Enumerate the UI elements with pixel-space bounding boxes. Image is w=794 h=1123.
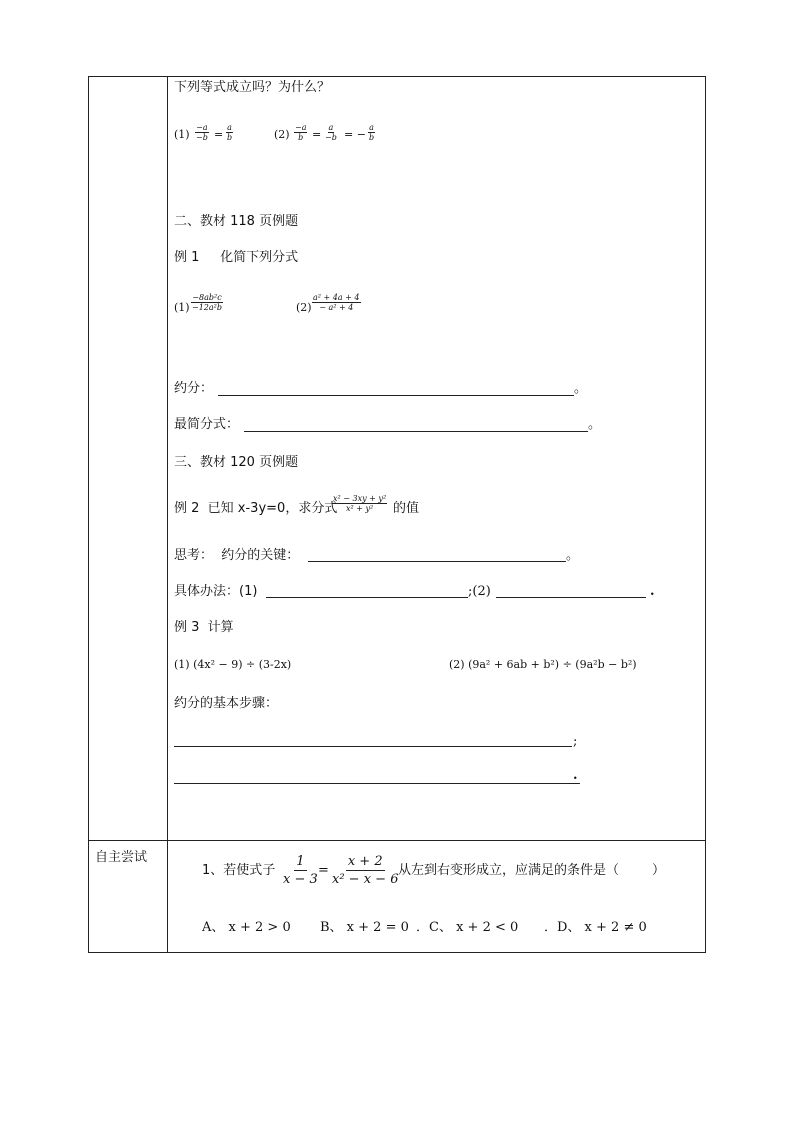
section3-title: 三、教材 120 页例题 xyxy=(174,455,299,470)
reduce-blank[interactable] xyxy=(218,395,574,396)
step-end-2: . xyxy=(573,768,578,783)
q1-p2-c-fraction: $\frac{a}{b}$ xyxy=(369,123,375,142)
q1-p2-eq2: = − xyxy=(344,128,366,141)
example3-title: 例 3 计算 xyxy=(174,620,234,635)
example2-text: 例 2 已知 x-3y=0，求分式 xyxy=(174,501,338,516)
calc1: (1) (4x² − 9) ÷ (3-2x) xyxy=(174,658,292,671)
steps-label: 约分的基本步骤： xyxy=(174,696,279,711)
q1-p1-eq: = xyxy=(214,128,224,141)
q1-p1-lhs-fraction: $\frac{-a}{-b}$ xyxy=(196,123,208,142)
q1-prompt: 下列等式成立吗？为什么？ xyxy=(174,80,331,95)
simplest-label: 最简分式： xyxy=(174,417,240,432)
q1-part2-label: (2) xyxy=(274,128,290,141)
e2-fraction: $\frac{\text{a² + 4a + 4}}{\text{− a² + 4}}$ xyxy=(313,293,360,312)
try-question-post: 从左到右变形成立，应满足的条件是（ ） xyxy=(398,863,666,878)
section2-title: 二、教材 118 页例题 xyxy=(174,214,299,229)
try-fraction-1: $\frac{1}{x - 3}$ xyxy=(283,854,318,887)
example2-post: 的值 xyxy=(393,501,420,516)
option-a[interactable]: A、 x + 2 > 0 xyxy=(202,920,291,935)
q1-p2-b-fraction: $\frac{a}{-b}$ xyxy=(325,123,337,142)
method-label: 具体办法：(1) xyxy=(174,584,258,599)
option-c[interactable]: ．C、 x + 2 < 0 xyxy=(416,920,519,935)
e2-label: (2) xyxy=(296,301,312,314)
column-divider xyxy=(167,77,168,952)
reduce-end: 。 xyxy=(574,381,588,396)
e1-fraction: $\frac{\text{−8ab²c}}{\text{−12a²b}}$ xyxy=(192,293,222,312)
steps-blank-1[interactable] xyxy=(174,746,572,747)
example2-fraction: $\frac{\text{x² − 3xy + y²}}{\text{x² + y²}}$ xyxy=(333,494,387,513)
q1-part1-label: (1) xyxy=(174,128,190,141)
try-fraction-2: $\frac{x + 2}{\text{x² − x − 6}}$ xyxy=(332,854,399,887)
simplest-blank[interactable] xyxy=(244,431,588,432)
calc2: (2) (9a² + 6ab + b²) ÷ (9a²b − b²) xyxy=(449,658,637,671)
simplest-end: 。 xyxy=(588,417,602,432)
step-end-1: ; xyxy=(573,734,578,749)
steps-blank-2[interactable] xyxy=(174,783,580,784)
think-label: 思考： 约分的关键： xyxy=(174,548,300,563)
try-question-pre: 1、若使式子 xyxy=(202,863,276,878)
e1-label: (1) xyxy=(174,301,190,314)
reduce-label: 约分： xyxy=(174,381,214,396)
try-eq: = xyxy=(318,863,329,878)
q1-p2-eq1: = xyxy=(312,128,322,141)
method-mid: ;(2) xyxy=(468,584,491,599)
example1-title: 例 1 化简下列分式 xyxy=(174,250,299,265)
think-blank[interactable] xyxy=(308,561,566,562)
q1-p1-rhs-fraction: $\frac{a}{b}$ xyxy=(227,123,233,142)
method-end: . xyxy=(650,584,655,599)
option-b[interactable]: B、 x + 2 = 0 xyxy=(320,920,409,935)
q1-p2-a-fraction: $\frac{-a}{b}$ xyxy=(295,123,307,142)
row-divider xyxy=(89,840,705,841)
method-blank-2[interactable] xyxy=(496,597,646,598)
option-d[interactable]: ．D、 x + 2 ≠ 0 xyxy=(544,920,647,935)
think-end: 。 xyxy=(566,548,580,563)
self-try-label: 自主尝试 xyxy=(95,850,148,865)
method-blank-1[interactable] xyxy=(266,597,468,598)
